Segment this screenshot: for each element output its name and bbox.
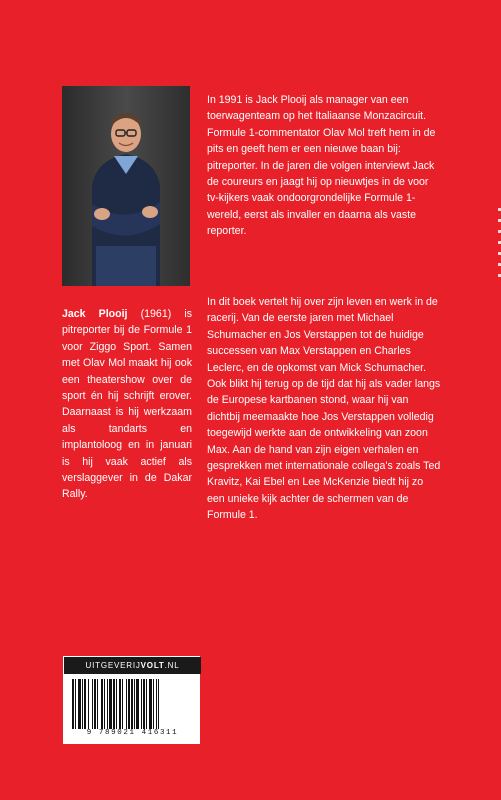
barcode-box (63, 656, 200, 744)
barcode-bar (119, 679, 121, 729)
author-name: Jack Plooij (62, 308, 128, 320)
barcode-bar (109, 679, 112, 729)
barcode-bar (92, 679, 93, 729)
author-bio-text: (1961) is pitreporter bij de Formule 1 voor Ziggo Sport. Samen met Olav Mol maakt hij ook een theatershow over de sport én hij schrijft erover. Daarnaast is hij werkzaam als tandarts en implantoloog en in januari is hij vaak actief als verslaggever in de Dakar Rally. (62, 308, 192, 501)
barcode-bar (141, 679, 142, 729)
barcode-bar (82, 679, 83, 729)
barcode-bar (101, 679, 103, 729)
barcode-bar (149, 679, 152, 729)
barcode-bar (158, 679, 159, 729)
barcode-bar (156, 679, 157, 729)
barcode-bar (134, 679, 135, 729)
isbn-barcode-icon (72, 679, 193, 729)
author-bio (62, 306, 192, 503)
publisher-label (64, 657, 201, 674)
barcode-bar (88, 679, 89, 729)
publisher-suffix: .NL (164, 661, 180, 670)
barcode-bar (122, 679, 123, 729)
barcode-bar (146, 679, 147, 729)
barcode-bar (97, 679, 98, 729)
isbn-digits: 9 789021 416311 (86, 729, 179, 737)
barcode-bar (75, 679, 76, 729)
barcode-bar (116, 679, 117, 729)
barcode-bar (113, 679, 115, 729)
publisher-prefix: UITGEVERIJ (85, 661, 141, 670)
author-portrait-icon (62, 86, 190, 286)
barcode-bar (107, 679, 108, 729)
barcode-bar (104, 679, 105, 729)
barcode-bar (78, 679, 81, 729)
blurb-paragraph-1: In 1991 is Jack Plooij als manager van een toerwagenteam op het Italiaanse Monzacircuit. Formule 1-commentator Olav Mol treft hem in de pits en geeft hem er een nieuwe baan bij: pitreporter. In de jaren die volgen interviewt Jack de coureurs en jaagt hij op nieuwtjes in de voor tv-kijkers vaak ondoorgrondelijke Formule 1-wereld, eerst als invaller en daarna als vaste reporter. (207, 94, 436, 238)
barcode-bar (131, 679, 133, 729)
barcode-bar (143, 679, 145, 729)
barcode-bar (72, 679, 74, 729)
barcode-bar (136, 679, 139, 729)
barcode-bar (84, 679, 86, 729)
barcode-bar (94, 679, 96, 729)
author-photo (62, 86, 190, 286)
barcode-bar (153, 679, 154, 729)
barcode-bar (128, 679, 130, 729)
blurb-paragraph-2: In dit boek vertelt hij over zijn leven en werk in de racerij. Van de eerste jaren met Michael Schumacher en Jos Verstappen tot de huidige successen van Max Verstappen en Charles Leclerc, en de opkomst van Mick Schumacher. Ook blikt hij terug op de tijd dat hij als vader langs de Europese kartbanen stond, waar hij van dichtbij meemaakte hoe Jos Verstappen volledig toegewijd werkte aan de ontwikkeling van zoon Max. Aan de hand van zijn eigen verhalen en gesprekken met internationale collega's zoals Ted Kravitz, Kai Ebel en Lee McKenzie biedt hij zo een unieke kijk achter de schermen van de Formule 1. (207, 296, 441, 522)
barcode-bar (126, 679, 127, 729)
publisher-brand: VOLT (140, 661, 165, 670)
